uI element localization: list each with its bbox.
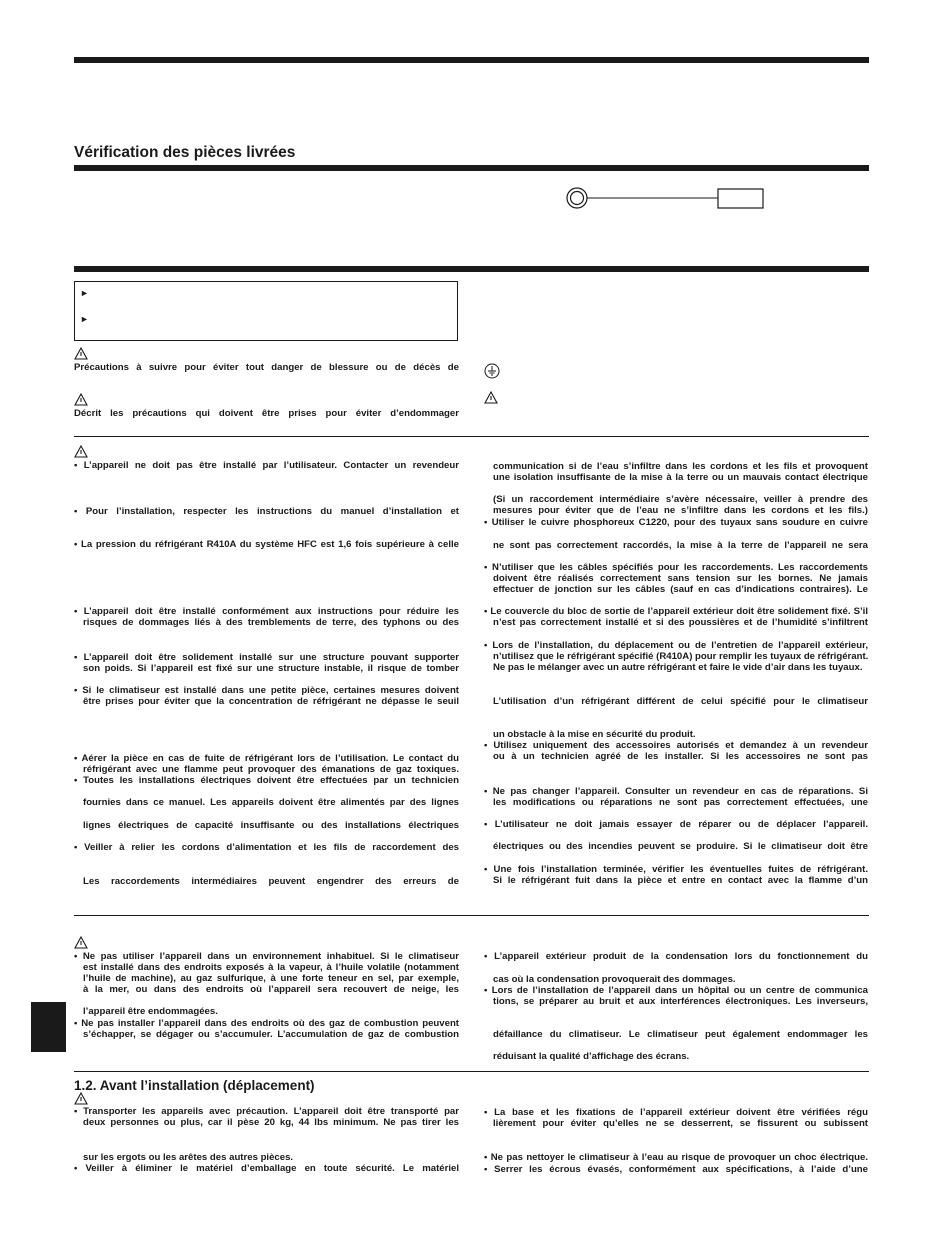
caution-definition: Décrit les précautions qui doivent être prises pour éviter d’endommager — [74, 408, 459, 419]
text-line: son poids. Si l’appareil est fixé sur une structure instable, il risque de tomber — [83, 663, 459, 674]
divider — [74, 436, 869, 437]
arrow-right-icon: ► — [80, 314, 89, 324]
text-line: sur les ergots ou les arêtes des autres pièces. — [83, 1152, 294, 1163]
text-line: • Ne pas nettoyer le climatiseur à l’eau au risque de provoquer un choc électrique. — [484, 1152, 868, 1163]
text-line: • N’utiliser que les câbles spécifiés pour les raccordements. Les raccordements — [484, 562, 868, 573]
ground-icon — [484, 363, 500, 379]
text-line: mesures pour éviter que de l’eau ne s’infiltre dans les cordons et les fils.) — [493, 505, 868, 516]
text-line: • Veiller à éliminer le matériel d’emballage en toute sécurité. Le matériel — [74, 1163, 459, 1174]
arrow-right-icon: ► — [80, 288, 89, 298]
section-heading: 1.2. Avant l’installation (déplacement) — [74, 1078, 315, 1093]
caution-triangle-icon — [74, 393, 88, 406]
text-line: L’utilisation d’un réfrigérant différent de celui spécifié pour le climatiseur — [493, 696, 868, 707]
text-line: défaillance du climatiseur. Le climatiseur peut également endommager les — [493, 1029, 868, 1040]
title-rule — [74, 165, 869, 171]
text-line: réduisant la qualité d’affichage des écrans. — [493, 1051, 690, 1062]
text-line: un obstacle à la mise en sécurité du produit. — [493, 729, 696, 740]
text-line: risques de dommages liés à des tremblements de terre, des typhons ou des — [83, 617, 459, 628]
text-line: • Serrer les écrous évasés, conformément aux spécifications, à l’aide d’une — [484, 1164, 868, 1175]
divider — [74, 915, 869, 916]
text-line: ou à un technicien agréé de les installer. Si les accessoires ne sont pas — [493, 751, 868, 762]
text-line: • Utiliser le cuivre phosphoreux C1220, pour des tuyaux sans soudure en cuivre — [484, 517, 868, 528]
text-line: s’échapper, se dégager ou s’accumuler. L’accumulation de gaz de combustion — [83, 1029, 459, 1040]
warning-triangle-icon — [74, 1092, 88, 1105]
text-line: lièrement pour éviter qu’elles ne se desserrent, se fissurent ou subissent — [493, 1118, 868, 1129]
section-rule — [74, 266, 869, 272]
text-line: fournies dans ce manuel. Les appareils doivent être alimentés par des lignes — [83, 797, 459, 808]
text-line: à la mer, ou dans des endroits où l’appareil sera recouvert de neige, les — [83, 984, 459, 995]
text-line: • Si le climatiseur est installé dans une petite pièce, certaines mesures doivent — [74, 685, 459, 696]
text-line: • Lors de l’installation, du déplacement ou de l’entretien de l’appareil extérieur, — [484, 640, 868, 651]
side-tab-marker — [31, 1002, 66, 1052]
text-line: • L’appareil extérieur produit de la condensation lors du fonctionnement du — [484, 951, 868, 962]
text-line: • La pression du réfrigérant R410A du système HFC est 1,6 fois supérieure à celle — [74, 539, 459, 550]
warning-triangle-icon — [484, 391, 498, 404]
text-line: cas où la condensation provoquerait des dommages. — [493, 974, 736, 985]
text-line: électriques ou des incendies peuvent se produire. Si le climatiseur doit être — [493, 841, 868, 852]
text-line: doivent être réalisés correctement sans tension sur les bornes. Ne jamais — [493, 573, 868, 584]
text-line: l’appareil être endommagées. — [83, 1006, 218, 1017]
text-line: • Pour l’installation, respecter les instructions du manuel d’installation et — [74, 506, 459, 517]
divider — [74, 1071, 869, 1072]
text-line: Ne pas le mélanger avec un autre réfrigérant et faire le vide d’air dans les tuyaux. — [493, 662, 863, 673]
text-line: Les raccordements intermédiaires peuvent engendrer des erreurs de — [83, 876, 459, 887]
text-line: n’utilisez que le réfrigérant spécifié (R410A) pour remplir les tuyaux de réfrigérant. — [493, 651, 868, 662]
text-line: (Si un raccordement intermédiaire s’avère nécessaire, veiller à prendre des — [493, 494, 868, 505]
warning-triangle-icon — [74, 445, 88, 458]
text-line: • La base et les fixations de l’appareil extérieur doivent être vérifiées régu — [484, 1107, 868, 1118]
text-line: • L’appareil ne doit pas être installé par l’utilisateur. Contacter un revendeur — [74, 460, 459, 471]
text-line: • Toutes les installations électriques doivent être effectuées par un technicien — [74, 775, 459, 786]
text-line: tions, se préparer au bruit et aux interférences électroniques. Les inverseurs, — [493, 996, 868, 1007]
warning-triangle-icon — [74, 347, 88, 360]
text-line: • Ne pas installer l’appareil dans des endroits où des gaz de combustion peuvent — [74, 1018, 459, 1029]
text-line: • Une fois l’installation terminée, vérifier les éventuelles fuites de réfrigérant. — [484, 864, 868, 875]
text-line: • L’utilisateur ne doit jamais essayer de réparer ou de déplacer l’appareil. — [484, 819, 868, 830]
text-line: • Veiller à relier les cordons d’alimentation et les fils de raccordement des — [74, 842, 459, 853]
text-line: l’huile de machine), au gaz sulfurique, à une forte teneur en sel, par exemple, — [83, 973, 459, 984]
text-line: lignes électriques de capacité insuffisante ou des installations électriques — [83, 820, 459, 831]
text-line: • Lors de l’installation de l’appareil dans un hôpital ou un centre de communica — [484, 985, 868, 996]
text-line: effectuer de jonction sur les câbles (sauf en cas d’indications contraires). Le — [493, 584, 868, 595]
text-line: • L’appareil doit être solidement installé sur une structure pouvant supporter — [74, 652, 459, 663]
page-title: Vérification des pièces livrées — [74, 144, 296, 161]
text-line: • Aérer la pièce en cas de fuite de réfrigérant lors de l’utilisation. Le contact du — [74, 753, 459, 764]
text-line: • Utilisez uniquement des accessoires autorisés et demandez à un revendeur — [484, 740, 868, 751]
warning-legend-box — [74, 281, 458, 341]
text-line: • L’appareil doit être installé conformément aux instructions pour réduire les — [74, 606, 459, 617]
warning-definition: Précautions à suivre pour éviter tout danger de blessure ou de décès de — [74, 362, 459, 373]
text-line: • Ne pas changer l’appareil. Consulter un revendeur en cas de réparations. Si — [484, 786, 868, 797]
text-line: ne sont pas correctement raccordés, la mise à la terre de l’appareil ne sera — [493, 540, 868, 551]
grounding-cable-diagram — [560, 184, 770, 214]
text-line: • Le couvercle du bloc de sortie de l’appareil extérieur doit être solidement fixé. S’il — [484, 606, 868, 617]
text-line: communication si de l’eau s’infiltre dans les cordons et les fils et provoquent — [493, 461, 868, 472]
text-line: • Transporter les appareils avec précaution. L’appareil doit être transporté par — [74, 1106, 459, 1117]
text-line: les modifications ou réparations ne sont pas correctement effectuées, une — [493, 797, 868, 808]
text-line: est installé dans des endroits exposés à la vapeur, à l’huile volatile (notamment — [83, 962, 459, 973]
text-line: une isolation insuffisante de la mise à la terre ou un mauvais contact électrique — [493, 472, 868, 483]
text-line: réfrigérant avec une flamme peut provoquer des émanations de gaz toxiques. — [83, 764, 459, 775]
text-line: • Ne pas utiliser l’appareil dans un environnement inhabituel. Si le climatiseur — [74, 951, 459, 962]
text-line: Si le réfrigérant fuit dans la pièce et entre en contact avec la flamme d’un — [493, 875, 868, 886]
text-line: être prises pour éviter que la concentration de réfrigérant ne dépasse le seuil — [83, 696, 459, 707]
caution-triangle-icon — [74, 936, 88, 949]
text-line: deux personnes ou plus, car il pèse 20 kg, 44 lbs minimum. Ne pas tirer les — [83, 1117, 459, 1128]
top-rule — [74, 57, 869, 63]
text-line: n’est pas correctement installé et si des poussières et de l’humidité s’infiltrent — [493, 617, 868, 628]
